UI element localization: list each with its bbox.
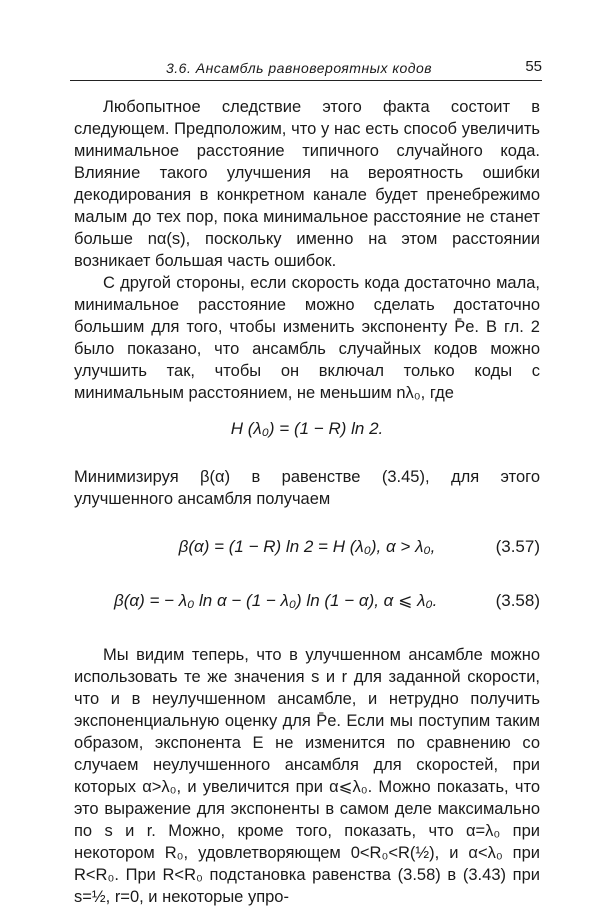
paragraph-2: С другой стороны, если скорость кода достаточно мала, минимальное расстояние можно сделать достаточно большим для того, чтобы изменить экспоненту P̄e. В гл. 2 было показано, что ансамбль случайных кодов можно улучшить так, чтобы он включал только коды с минимальным расстоянием, не меньшим nλ₀, где: [74, 274, 540, 402]
equation-3-57: [74, 536, 540, 560]
running-head: 3.6. Ансамбль равновероятных кодов: [166, 60, 433, 76]
paragraph-3: Минимизируя β(α) в равенстве (3.45), для этого улучшенного ансамбля получаем: [74, 468, 540, 508]
equation-3-58: [74, 590, 540, 614]
paragraph-1: Любопытное следствие этого факта состоит в следующем. Предположим, что у нас есть способ увеличить минимальное расстояние типичного случайного кода. Влияние такого улучшения на вероятность ошибки декодирования в конкретном канале будет пренебрежимо малым до тех пор, пока минимальное расстояние не станет больше nα(s), поскольку именно на этом расстоянии возникает большая часть ошибок.: [74, 98, 540, 270]
equation-number: (3.58): [495, 591, 540, 610]
equation-number: (3.57): [495, 537, 540, 556]
formula-h-lambda: H (λ₀) = (1 − R) ln 2.: [230, 419, 384, 438]
page-number: 55: [525, 58, 542, 75]
page-header: [70, 52, 542, 81]
equation-expression: β(α) = (1 − R) ln 2 = H (λ₀), α > λ₀,: [178, 537, 436, 556]
equation-expression: β(α) = − λ₀ ln α − (1 − λ₀) ln (1 − α), α ⩽ λ₀.: [114, 591, 438, 610]
paragraph-4: Мы видим теперь, что в улучшенном ансамбле можно использовать те же значения s и r для заданной скорости, что и в неулучшенном ансамбле, и нетрудно получить экспоненциальную оценку для P̄e. Если мы поступим таким образом, экспонента E не изменится по сравнению со случаем неулучшенного ансамбля для скоростей, при которых α>λ₀, и увеличится при α⩽λ₀. Можно показать, что это выражение для экспоненты в самом деле максимально по s и r. Можно, кроме того, показать, что α=λ₀ при некотором R₀, удовлетворяющем 0<R₀<R(½), и α<λ₀ при R<R₀. При R<R₀ подстановка равенства (3.58) в (3.43) при s=½, r=0, и некоторые упро-: [74, 646, 540, 906]
page-body: [74, 96, 540, 908]
